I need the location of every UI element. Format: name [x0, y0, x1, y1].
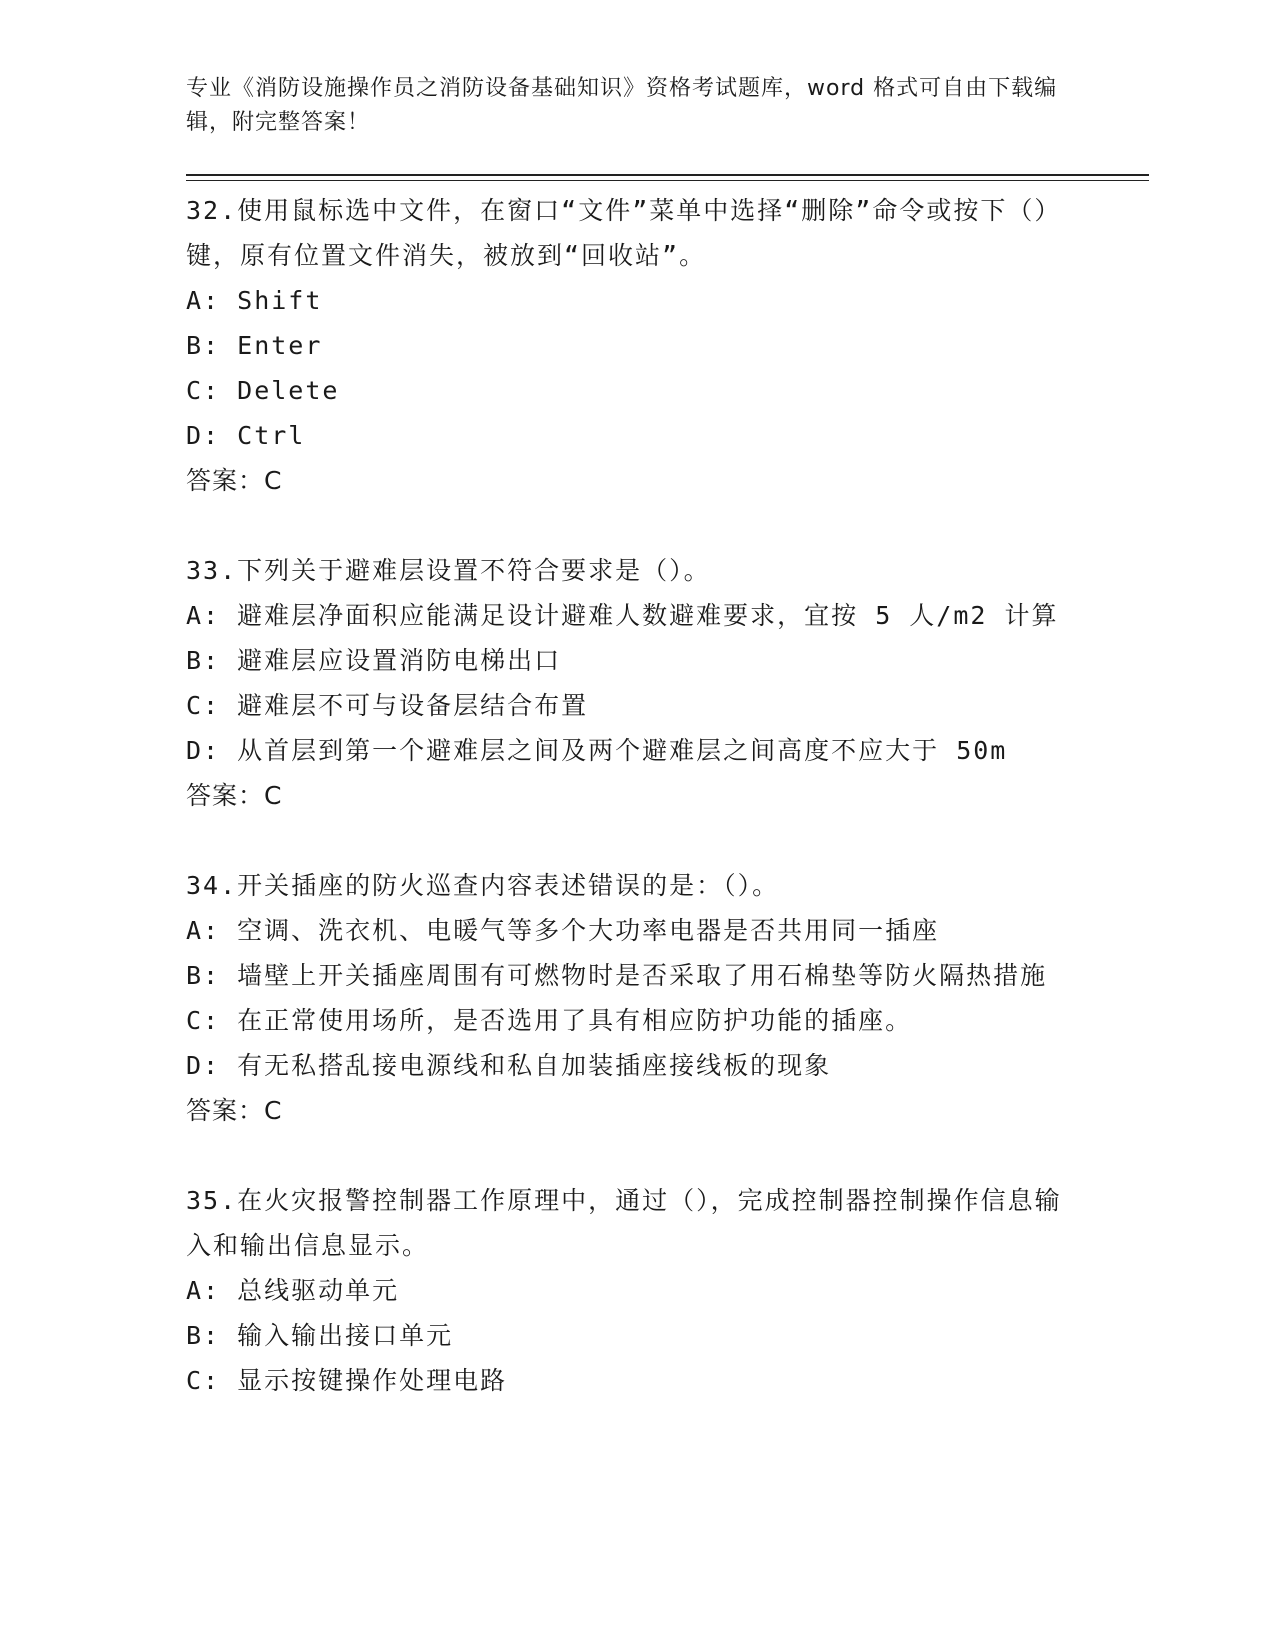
option-b: B: 输入输出接口单元 — [186, 1321, 454, 1350]
option-a: A: 避难层净面积应能满足设计避难人数避难要求，宜按 5 人/m2 计算 — [186, 601, 1059, 630]
header-divider-thick — [186, 174, 1149, 176]
question-stem: 35.在火灾报警控制器工作原理中，通过（），完成控制器控制操作信息输入和输出信息显示。 — [186, 1186, 1062, 1260]
question-stem: 32.使用鼠标选中文件，在窗口“文件”菜单中选择“删除”命令或按下（）键，原有位置文件消失，被放到“回收站”。 — [186, 196, 1062, 270]
question-34 — [186, 863, 1086, 1133]
question-35 — [186, 1178, 1086, 1403]
option-b: B: 避难层应设置消防电梯出口 — [186, 646, 562, 675]
question-stem: 33.下列关于避难层设置不符合要求是（）。 — [186, 556, 711, 585]
option-c: C: Delete — [186, 376, 340, 405]
option-c: C: 显示按键操作处理电路 — [186, 1366, 508, 1395]
option-c: C: 避难层不可与设备层结合布置 — [186, 691, 589, 720]
option-d: D: Ctrl — [186, 421, 306, 450]
option-a: A: Shift — [186, 286, 323, 315]
answer-label: 答案：C — [186, 781, 283, 810]
option-a: A: 总线驱动单元 — [186, 1276, 400, 1305]
option-b: B: Enter — [186, 331, 323, 360]
question-32 — [186, 188, 1086, 503]
header-divider-thin — [186, 180, 1149, 181]
answer-label: 答案：C — [186, 1096, 283, 1125]
question-list — [186, 188, 1086, 1448]
answer-label: 答案：C — [186, 466, 283, 495]
option-d: D: 有无私搭乱接电源线和私自加装插座接线板的现象 — [186, 1051, 832, 1080]
option-d: D: 从首层到第一个避难层之间及两个避难层之间高度不应大于 50m — [186, 736, 1008, 765]
question-33 — [186, 548, 1086, 818]
option-a: A: 空调、洗衣机、电暖气等多个大功率电器是否共用同一插座 — [186, 916, 940, 945]
option-b: B: 墙壁上开关插座周围有可燃物时是否采取了用石棉垫等防火隔热措施 — [186, 961, 1048, 990]
option-c: C: 在正常使用场所，是否选用了具有相应防护功能的插座。 — [186, 1006, 913, 1035]
question-stem: 34.开关插座的防火巡查内容表述错误的是：（）。 — [186, 871, 780, 900]
document-header: 专业《消防设施操作员之消防设备基础知识》资格考试题库，word 格式可自由下载编辑，附完整答案！ — [186, 76, 1058, 135]
